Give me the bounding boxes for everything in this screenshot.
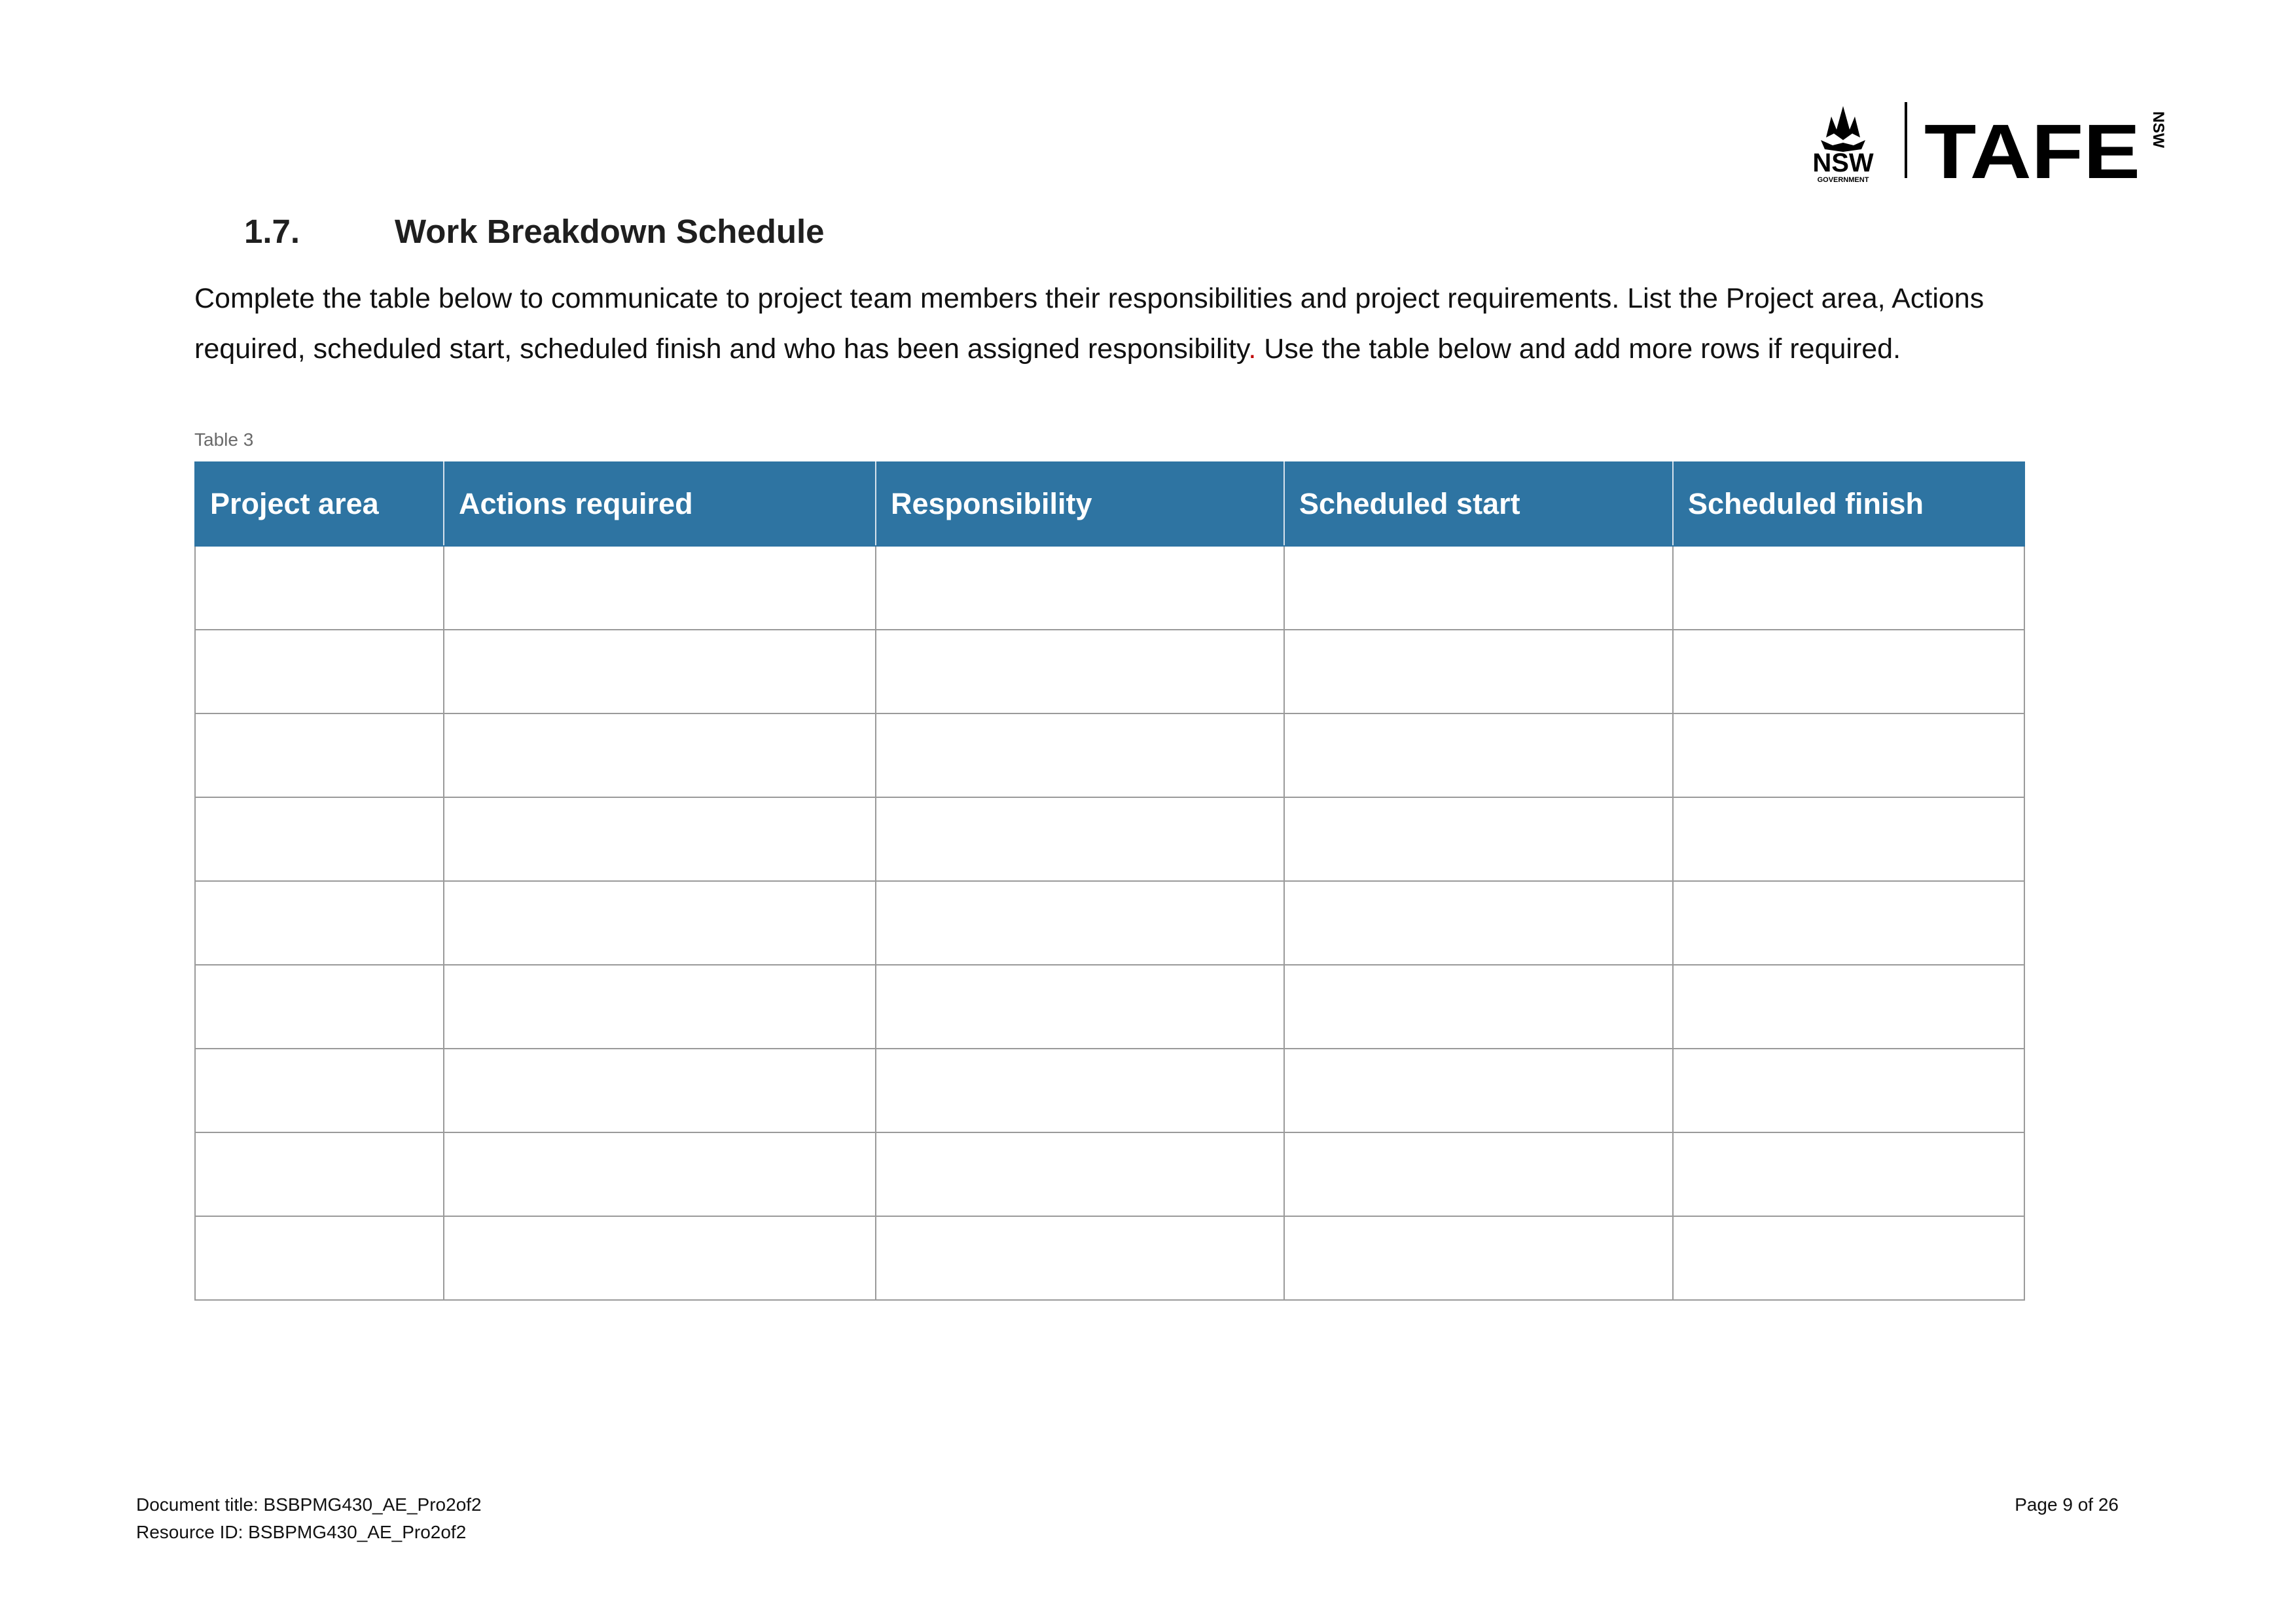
table-cell-actions-required[interactable] <box>444 1216 876 1300</box>
table-row <box>195 1132 2024 1216</box>
table-cell-scheduled-start[interactable] <box>1284 630 1673 713</box>
table-cell-project-area[interactable] <box>195 1132 444 1216</box>
footer-document-info <box>136 1491 482 1546</box>
table-cell-responsibility[interactable] <box>876 1132 1284 1216</box>
column-header-responsibility: Responsibility <box>876 462 1284 546</box>
table-cell-project-area[interactable] <box>195 713 444 797</box>
logo-tafe-text: TAFE <box>1924 109 2140 183</box>
table-cell-scheduled-start[interactable] <box>1284 546 1673 630</box>
table-cell-scheduled-start[interactable] <box>1284 797 1673 881</box>
logo-government-text: GOVERNMENT <box>1817 176 1869 183</box>
table-cell-scheduled-finish[interactable] <box>1673 546 2024 630</box>
column-header-scheduled-start: Scheduled start <box>1284 462 1673 546</box>
intro-text-part2: Use the table below and add more rows if required. <box>1256 333 1901 365</box>
table-row <box>195 1216 2024 1300</box>
logo-brand-nsw-text: NSW <box>2149 111 2167 148</box>
table-cell-scheduled-finish[interactable] <box>1673 881 2024 965</box>
table-cell-scheduled-start[interactable] <box>1284 1049 1673 1132</box>
table-row <box>195 1049 2024 1132</box>
table-header-row <box>195 462 2024 546</box>
section-number: 1.7. <box>244 212 300 250</box>
logo-nsw-text: NSW <box>1812 149 1874 177</box>
table-cell-scheduled-finish[interactable] <box>1673 797 2024 881</box>
table-cell-project-area[interactable] <box>195 630 444 713</box>
table-cell-scheduled-start[interactable] <box>1284 1216 1673 1300</box>
table-cell-responsibility[interactable] <box>876 630 1284 713</box>
table-cell-responsibility[interactable] <box>876 546 1284 630</box>
logo-divider <box>1905 102 1907 178</box>
table-cell-responsibility[interactable] <box>876 1049 1284 1132</box>
table-cell-scheduled-finish[interactable] <box>1673 965 2024 1049</box>
footer-resource-id: Resource ID: BSBPMG430_AE_Pro2of2 <box>136 1522 467 1542</box>
footer-page-number: Page 9 of 26 <box>2015 1494 2119 1515</box>
intro-red-period: . <box>1248 333 1257 365</box>
table-cell-actions-required[interactable] <box>444 797 876 881</box>
table-row <box>195 546 2024 630</box>
table-row <box>195 965 2024 1049</box>
column-header-project-area: Project area <box>195 462 444 546</box>
table-cell-scheduled-start[interactable] <box>1284 713 1673 797</box>
table-cell-scheduled-finish[interactable] <box>1673 1132 2024 1216</box>
section-title: Work Breakdown Schedule <box>395 212 825 250</box>
table-cell-actions-required[interactable] <box>444 1132 876 1216</box>
table-cell-scheduled-start[interactable] <box>1284 965 1673 1049</box>
table-cell-actions-required[interactable] <box>444 630 876 713</box>
table-row <box>195 630 2024 713</box>
work-breakdown-table <box>194 461 2025 1301</box>
table-cell-responsibility[interactable] <box>876 1216 1284 1300</box>
table-cell-actions-required[interactable] <box>444 546 876 630</box>
intro-paragraph <box>194 274 2092 374</box>
table-cell-project-area[interactable] <box>195 965 444 1049</box>
column-header-scheduled-finish: Scheduled finish <box>1673 462 2024 546</box>
table-cell-responsibility[interactable] <box>876 713 1284 797</box>
table-cell-actions-required[interactable] <box>444 713 876 797</box>
section-heading <box>244 208 825 254</box>
column-header-actions-required: Actions required <box>444 462 876 546</box>
footer-document-title: Document title: BSBPMG430_AE_Pro2of2 <box>136 1494 482 1515</box>
table-cell-scheduled-finish[interactable] <box>1673 1049 2024 1132</box>
table-row <box>195 797 2024 881</box>
table-cell-scheduled-finish[interactable] <box>1673 1216 2024 1300</box>
table-cell-actions-required[interactable] <box>444 881 876 965</box>
table-cell-project-area[interactable] <box>195 546 444 630</box>
table-cell-project-area[interactable] <box>195 881 444 965</box>
table-cell-project-area[interactable] <box>195 797 444 881</box>
table-cell-scheduled-finish[interactable] <box>1673 630 2024 713</box>
table-cell-project-area[interactable] <box>195 1049 444 1132</box>
table-cell-responsibility[interactable] <box>876 881 1284 965</box>
table-cell-project-area[interactable] <box>195 1216 444 1300</box>
table-row <box>195 713 2024 797</box>
table-cell-scheduled-start[interactable] <box>1284 881 1673 965</box>
table-cell-actions-required[interactable] <box>444 965 876 1049</box>
table-cell-scheduled-finish[interactable] <box>1673 713 2024 797</box>
nsw-tafe-logo <box>1806 97 2173 183</box>
table-row <box>195 881 2024 965</box>
table-caption: Table 3 <box>194 429 254 450</box>
table-cell-actions-required[interactable] <box>444 1049 876 1132</box>
table-cell-scheduled-start[interactable] <box>1284 1132 1673 1216</box>
waratah-flower-icon <box>1821 106 1865 152</box>
table-cell-responsibility[interactable] <box>876 797 1284 881</box>
table-cell-responsibility[interactable] <box>876 965 1284 1049</box>
intro-text-part1: Complete the table below to communicate to project team members their responsibilities and project requirements. List the Project area, Actions required, scheduled start, scheduled finish and who has been assigned responsibility <box>194 283 1984 365</box>
